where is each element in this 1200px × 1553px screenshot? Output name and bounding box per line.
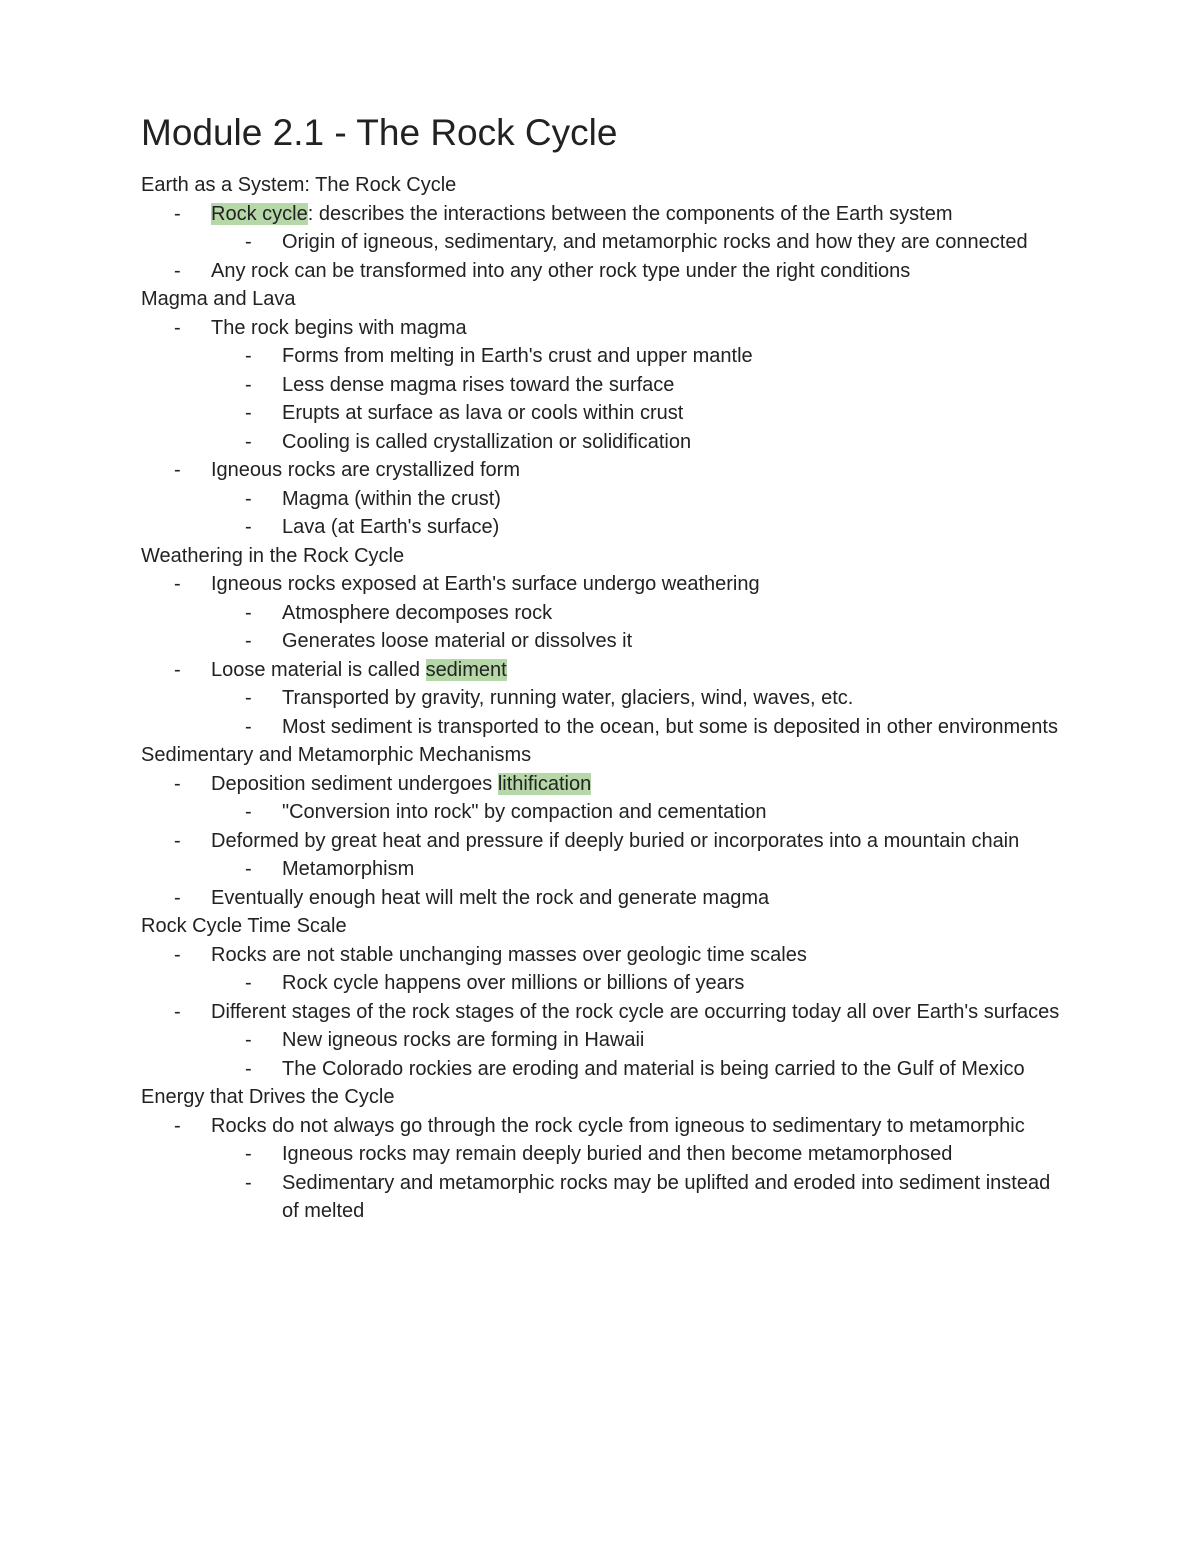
dash-bullet-icon: - xyxy=(174,1000,181,1023)
sub-bullet-item xyxy=(141,399,1061,428)
item-text: Rocks are not stable unchanging masses over geologic time scales xyxy=(211,943,807,966)
dash-bullet-icon: - xyxy=(245,430,252,453)
dash-bullet-icon: - xyxy=(245,373,252,396)
item-text: "Conversion into rock" by compaction and cementation xyxy=(282,801,767,823)
highlighted-term: Rock cycle xyxy=(211,202,308,225)
item-text: Magma (within the crust) xyxy=(282,487,501,510)
bullet-item xyxy=(141,570,1061,599)
item-text: Metamorphism xyxy=(282,858,415,880)
item-text: Rocks do not always go through the rock cycle from igneous to sedimentary to metamorphic xyxy=(211,1114,1025,1137)
dash-bullet-icon: - xyxy=(245,1057,252,1080)
item-text: Most sediment is transported to the ocean, but some is deposited in other environments xyxy=(282,715,1058,738)
section xyxy=(141,912,1061,1083)
sub-bullet-item xyxy=(141,969,1061,998)
dash-bullet-icon: - xyxy=(174,772,181,795)
dash-bullet-icon: - xyxy=(174,316,181,339)
dash-bullet-icon: - xyxy=(245,687,252,709)
item-text: Rock cycle happens over millions or billions of years xyxy=(282,972,745,994)
section xyxy=(141,542,1061,742)
section-heading: Magma and Lava xyxy=(141,288,296,310)
item-text: Forms from melting in Earth's crust and upper mantle xyxy=(282,345,753,367)
item-text: Atmosphere decomposes rock xyxy=(282,601,553,624)
item-text: Transported by gravity, running water, glaciers, wind, waves, etc. xyxy=(282,687,854,709)
dash-bullet-icon: - xyxy=(245,516,252,538)
dash-bullet-icon: - xyxy=(174,1114,181,1137)
dash-bullet-icon: - xyxy=(245,801,252,823)
bullet-item xyxy=(141,941,1061,970)
item-text: Cooling is called crystallization or solidification xyxy=(282,430,692,453)
dash-bullet-icon: - xyxy=(245,487,252,510)
sub-bullet-item xyxy=(141,855,1061,884)
sub-bullet-item xyxy=(141,228,1061,257)
section-heading: Rock Cycle Time Scale xyxy=(141,915,347,937)
sub-bullet-item xyxy=(141,1055,1061,1084)
document-content xyxy=(141,171,1061,1226)
item-text: Sedimentary and metamorphic rocks may be uplifted and eroded into sediment instead of melted xyxy=(282,1171,1051,1222)
dash-bullet-icon: - xyxy=(174,202,181,225)
dash-bullet-icon: - xyxy=(245,345,252,367)
bullet-item xyxy=(141,257,1061,286)
bullet-item xyxy=(141,884,1061,913)
item-text: The rock begins with magma xyxy=(211,316,467,339)
bullet-item xyxy=(141,314,1061,343)
dash-bullet-icon: - xyxy=(174,259,181,282)
item-text: Loose material is called xyxy=(211,658,426,681)
page-title: Module 2.1 - The Rock Cycle xyxy=(141,112,618,153)
sub-bullet-item xyxy=(141,1026,1061,1055)
bullet-item xyxy=(141,656,1061,685)
bullet-item xyxy=(141,998,1061,1027)
highlighted-term: sediment xyxy=(425,658,507,681)
section xyxy=(141,1083,1061,1226)
section-heading: Sedimentary and Metamorphic Mechanisms xyxy=(141,744,532,766)
sub-bullet-item xyxy=(141,798,1061,827)
sub-bullet-item xyxy=(141,1140,1061,1169)
item-text: Different stages of the rock stages of the rock cycle are occurring today all over Earth's surfaces xyxy=(211,1000,1060,1023)
item-text: Erupts at surface as lava or cools within crust xyxy=(282,402,684,424)
document-page xyxy=(141,108,1061,1226)
sub-bullet-item xyxy=(141,513,1061,542)
dash-bullet-icon: - xyxy=(174,943,181,966)
highlighted-term: lithification xyxy=(497,772,592,795)
item-text: Lava (at Earth's surface) xyxy=(282,516,500,538)
dash-bullet-icon: - xyxy=(245,402,252,424)
dash-bullet-icon: - xyxy=(245,715,252,738)
section xyxy=(141,741,1061,912)
sub-bullet-item xyxy=(141,684,1061,713)
dash-bullet-icon: - xyxy=(245,231,252,253)
dash-bullet-icon: - xyxy=(174,829,181,852)
item-text: Origin of igneous, sedimentary, and metamorphic rocks and how they are connected xyxy=(282,231,1028,253)
section xyxy=(141,285,1061,542)
sub-bullet-item xyxy=(141,485,1061,514)
item-text: Deformed by great heat and pressure if deeply buried or incorporates into a mountain chain xyxy=(211,829,1020,852)
bullet-item xyxy=(141,1112,1061,1141)
dash-bullet-icon: - xyxy=(174,658,181,681)
sub-bullet-item xyxy=(141,599,1061,628)
sub-bullet-item xyxy=(141,713,1061,742)
bullet-item xyxy=(141,456,1061,485)
item-text: Igneous rocks may remain deeply buried and then become metamorphosed xyxy=(282,1143,953,1165)
section-heading: Weathering in the Rock Cycle xyxy=(141,544,405,567)
item-text: New igneous rocks are forming in Hawaii xyxy=(282,1029,645,1051)
dash-bullet-icon: - xyxy=(174,886,181,909)
dash-bullet-icon: - xyxy=(245,601,252,624)
sub-bullet-item xyxy=(141,342,1061,371)
dash-bullet-icon: - xyxy=(245,858,252,880)
item-text: Any rock can be transformed into any other rock type under the right conditions xyxy=(211,259,911,282)
dash-bullet-icon: - xyxy=(174,573,181,595)
item-text: Generates loose material or dissolves it xyxy=(282,630,633,652)
bullet-item xyxy=(141,770,1061,799)
item-text: The Colorado rockies are eroding and material is being carried to the Gulf of Mexico xyxy=(282,1057,1025,1080)
section xyxy=(141,171,1061,285)
item-text: Deposition sediment undergoes xyxy=(211,772,498,795)
item-text: : describes the interactions between the components of the Earth system xyxy=(307,202,953,225)
dash-bullet-icon: - xyxy=(245,972,252,994)
sub-bullet-item xyxy=(141,371,1061,400)
bullet-item xyxy=(141,200,1061,229)
section-heading: Earth as a System: The Rock Cycle xyxy=(141,174,457,196)
dash-bullet-icon: - xyxy=(245,1143,252,1165)
dash-bullet-icon: - xyxy=(245,1029,252,1051)
sub-bullet-item xyxy=(141,1169,1061,1226)
dash-bullet-icon: - xyxy=(245,630,252,652)
item-text: Less dense magma rises toward the surface xyxy=(282,373,675,396)
sub-bullet-item xyxy=(141,428,1061,457)
item-text: Igneous rocks exposed at Earth's surface undergo weathering xyxy=(211,573,760,595)
dash-bullet-icon: - xyxy=(174,459,181,481)
section-heading: Energy that Drives the Cycle xyxy=(141,1086,395,1108)
item-text: Eventually enough heat will melt the rock and generate magma xyxy=(211,886,770,909)
item-text: Igneous rocks are crystallized form xyxy=(211,459,521,481)
dash-bullet-icon: - xyxy=(245,1171,252,1194)
sub-bullet-item xyxy=(141,627,1061,656)
bullet-item xyxy=(141,827,1061,856)
